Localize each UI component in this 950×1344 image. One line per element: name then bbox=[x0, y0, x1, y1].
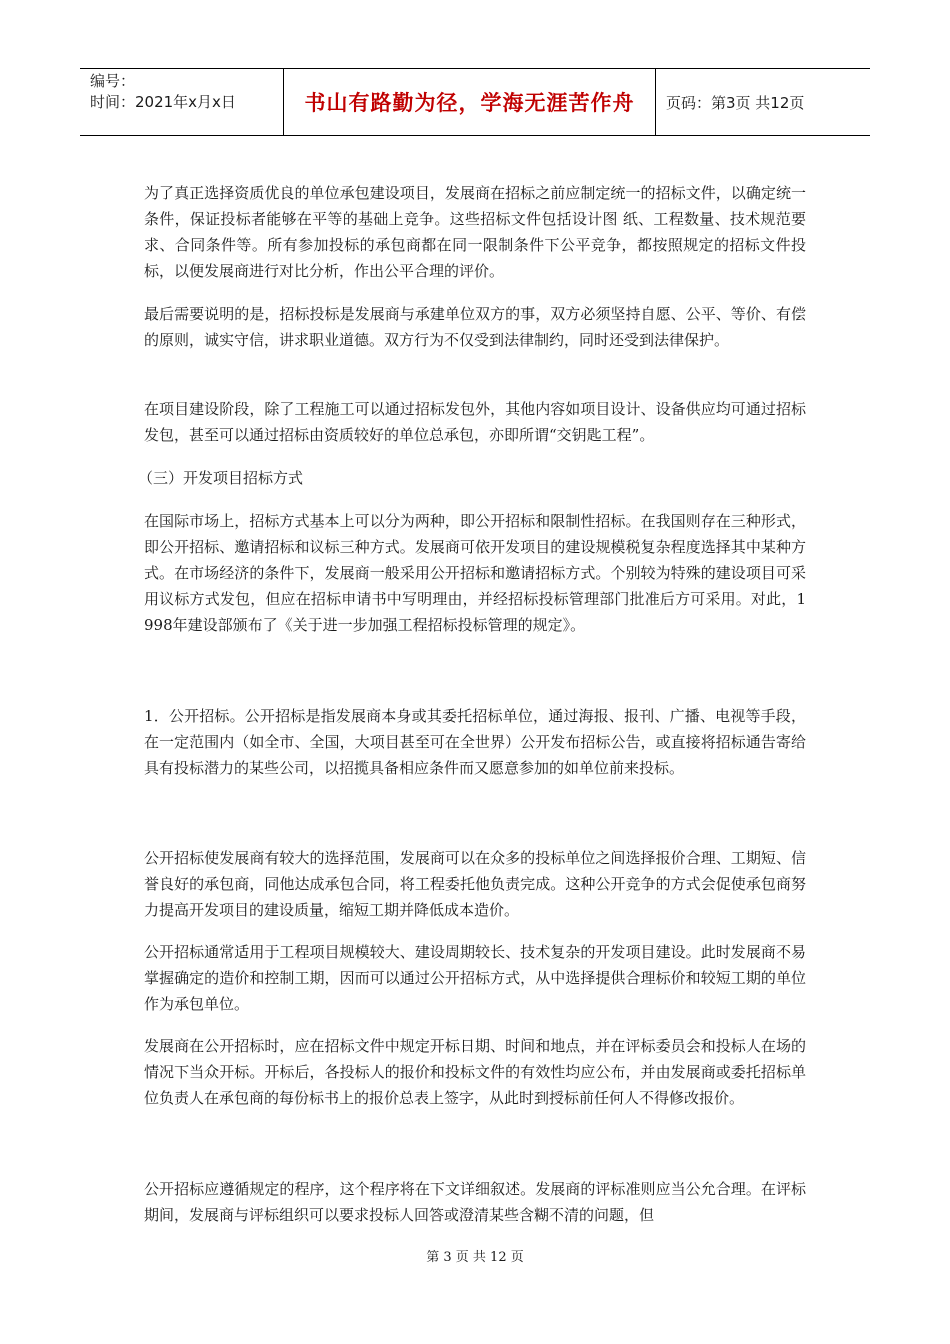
paragraph: 公开招标使发展商有较大的选择范围，发展商可以在众多的投标单位之间选择报价合理、工期短、信誉良好的承包商，同他达成承包合同，将工程委托他负责完成。这种公开竞争的方式会促使承包商努力提高开发项目的建设质量，缩短工期并降低成本造价。 bbox=[144, 849, 806, 919]
header-page-info: 页码：第3页 共12页 bbox=[666, 93, 805, 112]
paragraph: 在项目建设阶段，除了工程施工可以通过招标发包外，其他内容如项目设计、设备供应均可通过招标发包，甚至可以通过招标由资质较好的单位总承包，亦即所谓“交钥匙工程”。 bbox=[144, 400, 806, 444]
doc-number: 编号： bbox=[90, 72, 136, 90]
paragraph: 发展商在公开招标时，应在招标文件中规定开标日期、时间和地点，并在评标委员会和投标人在场的情况下当众开标。开标后，各投标人的报价和投标文件的有效性均应公布，并由发展商或委托招标单位负责人在承包商的每份标书上的报价总表上签字，从此时到授标前任何人不得修改报价。 bbox=[144, 1037, 806, 1107]
paragraph: 在国际市场上，招标方式基本上可以分为两种，即公开招标和限制性招标。在我国则存在三种形式，即公开招标、邀请招标和议标三种方式。发展商可依开发项目的建设规模税复杂程度选择其中某种方式。在市场经济的条件下，发展商一般采用公开招标和邀请招标方式。个别较为特殊的建设项目可采用议标方式发包，但应在招标申请书中写明理由，并经招标投标管理部门批准后方可采用。对此，1998年建设部颁布了《关于进一步加强工程招标投标管理的规定》。 bbox=[144, 512, 806, 634]
page-footer: 第 3 页 共 12 页 bbox=[426, 1250, 524, 1265]
doc-date: 时间：2021年x月x日 bbox=[90, 93, 236, 111]
header-motto: 书山有路勤为径，学海无涯苦作舟 bbox=[304, 91, 635, 115]
paragraph: 最后需要说明的是，招标投标是发展商与承建单位双方的事，双方必须坚持自愿、公平、等价、有偿的原则，诚实守信，讲求职业道德。双方行为不仅受到法律制约，同时还受到法律保护。 bbox=[144, 305, 806, 349]
section-heading: （三）开发项目招标方式 bbox=[138, 469, 304, 487]
paragraph: 公开招标通常适用于工程项目规模较大、建设周期较长、技术复杂的开发项目建设。此时发展商不易掌握确定的造价和控制工期，因而可以通过公开招标方式，从中选择提供合理标价和较短工期的单位作为承包单位。 bbox=[144, 943, 806, 1013]
paragraph: 为了真正选择资质优良的单位承包建设项目，发展商在招标之前应制定统一的招标文件，以确定统一条件，保证投标者能够在平等的基础上竞争。这些招标文件包括设计图 纸、工程数量、技术规范要求、合同条件等。所有参加投标的承包商都在同一限制条件下公平竞争，都按照规定的招标文件投标，以便发展商进行对比分析，作出公平合理的评价。 bbox=[144, 184, 806, 280]
paragraph: 公开招标应遵循规定的程序，这个程序将在下文详细叙述。发展商的评标准则应当公允合理。在评标期间，发展商与评标组织可以要求投标人回答或澄清某些含糊不清的问题，但 bbox=[144, 1180, 806, 1224]
paragraph: 1．公开招标。公开招标是指发展商本身或其委托招标单位，通过海报、报刊、广播、电视等手段，在一定范围内（如全市、全国，大项目甚至可在全世界）公开发布招标公告，或直接将招标通告寄给具有投标潜力的某些公司，以招揽具备相应条件而又愿意参加的如单位前来投标。 bbox=[144, 707, 806, 777]
header-motto-cell bbox=[284, 69, 656, 135]
page-header bbox=[80, 68, 870, 136]
header-meta bbox=[80, 69, 284, 135]
